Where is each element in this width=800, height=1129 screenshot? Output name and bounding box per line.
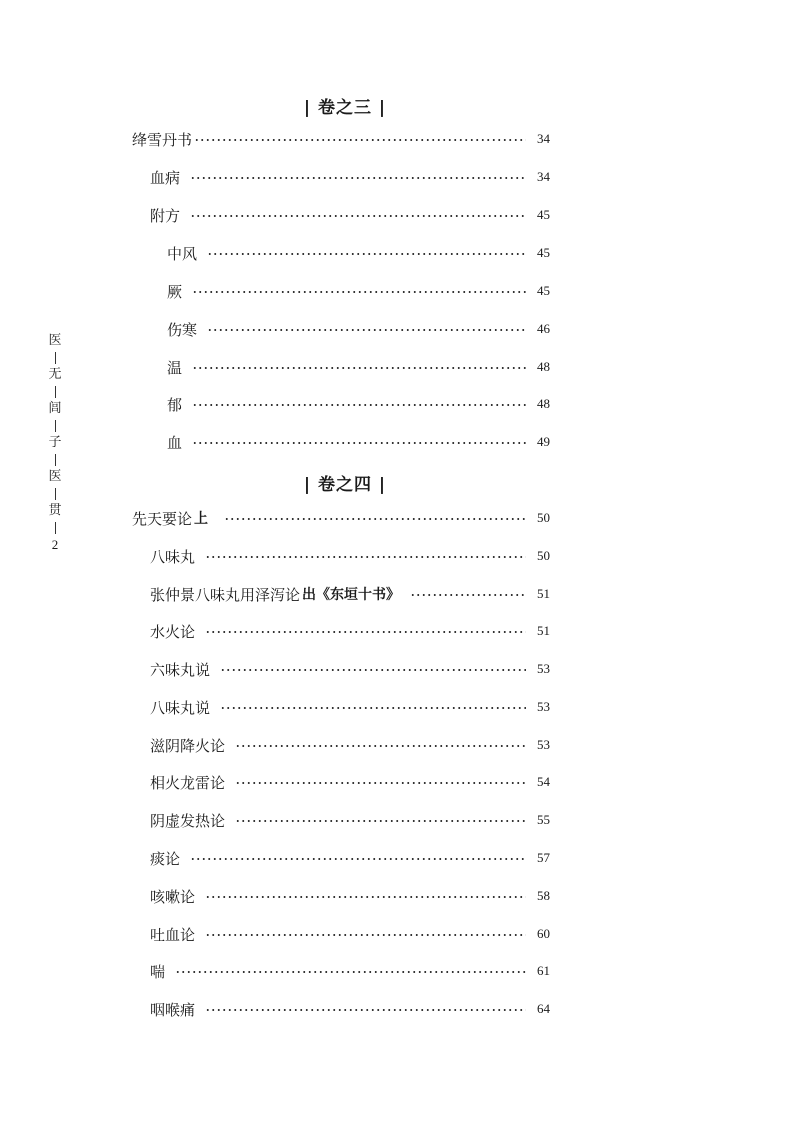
dot-leader bbox=[235, 820, 526, 822]
dot-leader bbox=[192, 291, 526, 293]
toc-entry-title: 厥 bbox=[167, 282, 183, 301]
dot-leader bbox=[192, 442, 526, 444]
toc-entry-title: 咳嗽论 bbox=[150, 887, 196, 906]
running-head-char: 子 bbox=[48, 435, 62, 450]
dot-leader bbox=[224, 518, 526, 520]
volume-4-heading: | 卷之四 | bbox=[303, 475, 387, 495]
toc-entry-page: 54 bbox=[537, 774, 550, 789]
toc-entry-page: 45 bbox=[537, 245, 550, 260]
toc-entry-page: 53 bbox=[537, 737, 550, 752]
running-head-char: 无 bbox=[48, 367, 62, 382]
toc-entry[interactable] bbox=[150, 165, 550, 189]
dot-leader bbox=[205, 934, 526, 936]
toc-entry[interactable] bbox=[167, 241, 550, 265]
dot-leader bbox=[207, 329, 526, 331]
toc-entry-title: 温 bbox=[167, 358, 183, 377]
toc-entry-title: 水火论 bbox=[150, 622, 196, 641]
toc-entry-title: 中风 bbox=[167, 244, 198, 263]
running-head-char: 闾 bbox=[48, 401, 62, 416]
toc-entry-title: 痰论 bbox=[150, 849, 181, 868]
toc-entry-page: 50 bbox=[537, 510, 550, 525]
dot-leader bbox=[220, 669, 526, 671]
toc-entry[interactable] bbox=[150, 203, 550, 227]
running-head-separator bbox=[55, 420, 56, 432]
toc-entry[interactable] bbox=[150, 846, 550, 870]
toc-entry-page: 61 bbox=[537, 963, 550, 978]
toc-entry-title: 张仲景八味丸用泽泻论 bbox=[150, 585, 301, 604]
toc-entry[interactable] bbox=[150, 922, 550, 946]
volume-3-heading: | 卷之三 | bbox=[303, 98, 387, 118]
running-head-separator bbox=[55, 386, 56, 398]
running-head-separator bbox=[55, 488, 56, 500]
toc-entry-page: 48 bbox=[537, 359, 550, 374]
toc-entry-title: 郁 bbox=[167, 395, 183, 414]
dot-leader bbox=[175, 971, 526, 973]
dot-leader bbox=[207, 253, 526, 255]
running-head-char: 贯 bbox=[48, 503, 62, 518]
toc-entry[interactable] bbox=[167, 279, 550, 303]
toc-entry-page: 34 bbox=[537, 169, 550, 184]
toc-entry-title: 阴虚发热论 bbox=[150, 811, 226, 830]
toc-entry-page: 49 bbox=[537, 434, 550, 449]
toc-entry[interactable] bbox=[132, 506, 550, 530]
toc-entry[interactable] bbox=[150, 884, 550, 908]
toc-entry-title: 滋阴降火论 bbox=[150, 736, 226, 755]
toc-entry-page: 50 bbox=[537, 548, 550, 563]
toc-entry-source: 出《东垣十书》 bbox=[302, 587, 401, 603]
toc-entry-page: 51 bbox=[537, 623, 550, 638]
dot-leader bbox=[190, 177, 526, 179]
running-head-char: 医 bbox=[48, 469, 62, 484]
toc-entry-page: 45 bbox=[537, 283, 550, 298]
dot-leader bbox=[205, 631, 526, 633]
toc-entry-title: 绛雪丹书 bbox=[132, 130, 193, 149]
toc-entry[interactable] bbox=[150, 808, 550, 832]
toc-entry-title: 八味丸 bbox=[150, 547, 196, 566]
toc-entry-page: 48 bbox=[537, 396, 550, 411]
toc-entry[interactable] bbox=[150, 657, 550, 681]
toc-entry[interactable] bbox=[150, 582, 550, 606]
toc-entry-title: 伤寒 bbox=[167, 320, 198, 339]
running-head bbox=[44, 332, 66, 554]
page-number: 2 bbox=[51, 537, 59, 552]
toc-entry[interactable] bbox=[150, 733, 550, 757]
toc-entry-page: 34 bbox=[537, 131, 550, 146]
toc-entry-page: 60 bbox=[537, 926, 550, 941]
toc-entry[interactable] bbox=[150, 770, 550, 794]
toc-entry[interactable] bbox=[150, 997, 550, 1021]
dot-leader bbox=[220, 707, 526, 709]
toc-entry-page: 64 bbox=[537, 1001, 550, 1016]
toc-entry-title: 血 bbox=[167, 433, 183, 452]
toc-entry[interactable] bbox=[167, 355, 550, 379]
toc-entry-page: 58 bbox=[537, 888, 550, 903]
toc-entry-title: 八味丸说 bbox=[150, 698, 211, 717]
dot-leader bbox=[194, 139, 526, 141]
toc-entry-page: 45 bbox=[537, 207, 550, 222]
toc-entry[interactable] bbox=[150, 619, 550, 643]
toc-entry-page: 51 bbox=[537, 586, 550, 601]
toc-entry[interactable] bbox=[167, 392, 550, 416]
dot-leader bbox=[192, 404, 526, 406]
running-head-char: 医 bbox=[48, 333, 62, 348]
dot-leader bbox=[410, 594, 526, 596]
dot-leader bbox=[235, 745, 526, 747]
dot-leader bbox=[192, 367, 526, 369]
toc-entry[interactable] bbox=[167, 317, 550, 341]
running-head-separator bbox=[55, 352, 56, 364]
toc-entry-title: 咽喉痛 bbox=[150, 1000, 196, 1019]
toc-entry-page: 55 bbox=[537, 812, 550, 827]
toc-entry-title: 六味丸说 bbox=[150, 660, 211, 679]
toc-entry[interactable] bbox=[167, 430, 550, 454]
toc-entry-title: 喘 bbox=[150, 962, 166, 981]
toc-entry-page: 57 bbox=[537, 850, 550, 865]
toc-entry[interactable] bbox=[132, 127, 550, 151]
toc-entry-title: 先天要论 bbox=[132, 509, 193, 528]
toc-entry-title: 吐血论 bbox=[150, 925, 196, 944]
toc-entry-page: 53 bbox=[537, 661, 550, 676]
dot-leader bbox=[205, 896, 526, 898]
dot-leader bbox=[235, 782, 526, 784]
toc-entry-suffix: 上 bbox=[194, 511, 209, 527]
toc-entry-title: 附方 bbox=[150, 206, 181, 225]
toc-entry[interactable] bbox=[150, 695, 550, 719]
running-head-separator bbox=[55, 454, 56, 466]
toc-entry[interactable] bbox=[150, 544, 550, 568]
toc-entry-title: 相火龙雷论 bbox=[150, 773, 226, 792]
dot-leader bbox=[190, 215, 526, 217]
toc-entry-page: 46 bbox=[537, 321, 550, 336]
running-head-separator bbox=[55, 522, 56, 534]
dot-leader bbox=[190, 858, 526, 860]
toc-entry-page: 53 bbox=[537, 699, 550, 714]
toc-entry[interactable] bbox=[150, 959, 550, 983]
dot-leader bbox=[205, 556, 526, 558]
toc-entry-title: 血病 bbox=[150, 168, 181, 187]
dot-leader bbox=[205, 1009, 526, 1011]
